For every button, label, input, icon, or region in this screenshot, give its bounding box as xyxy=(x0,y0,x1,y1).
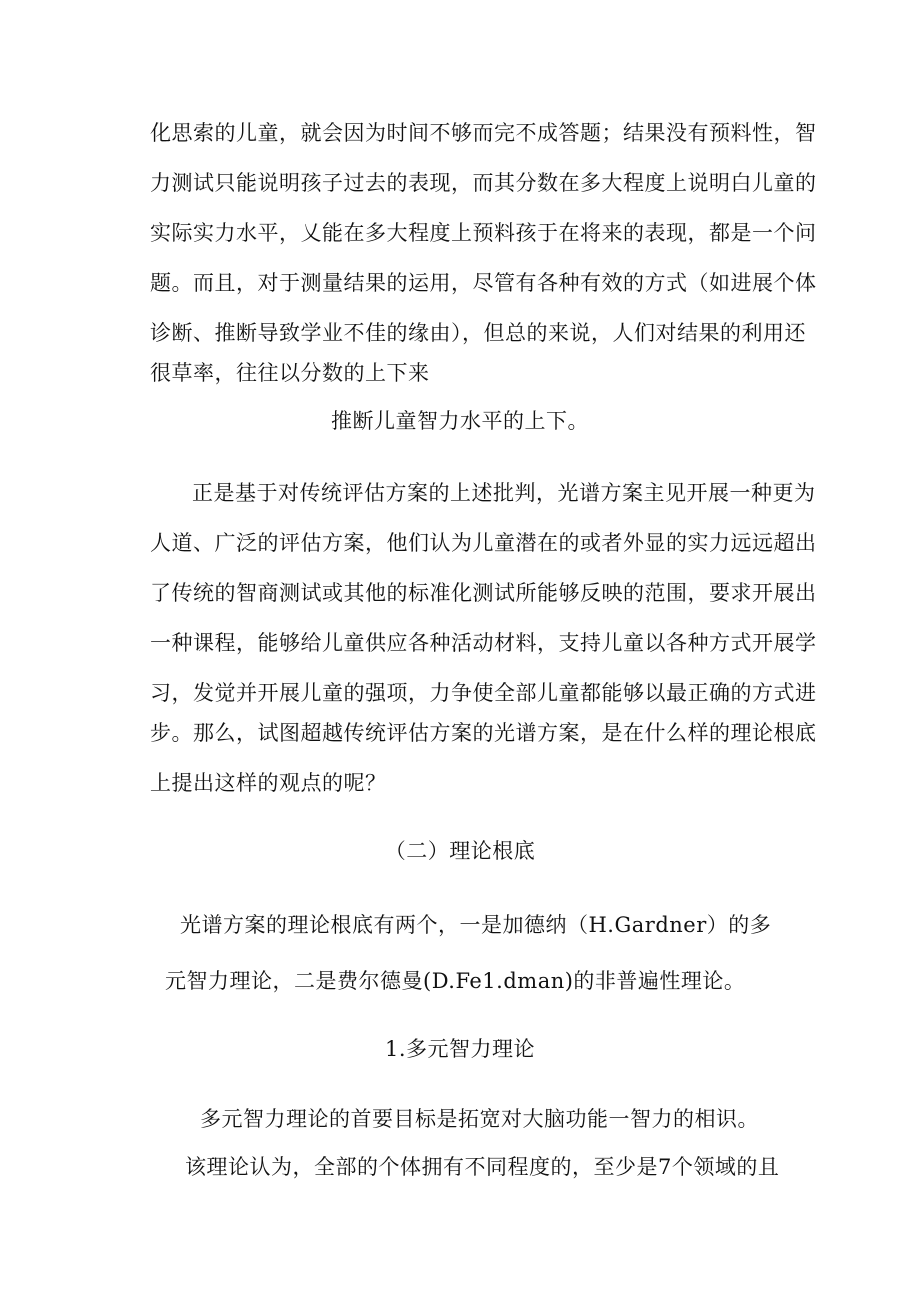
paragraph-4-line-2: 该理论认为，全部的个体拥有不同程度的，至少是7个领域的且 xyxy=(185,1155,780,1179)
paragraph-2-line-7: 上提出这样的观点的呢？ xyxy=(150,771,387,795)
paragraph-4-line-1: 多元智力理论的首要目标是拓宽对大脑功能一智力的相识。 xyxy=(200,1107,759,1131)
paragraph-3-line-2: 元智力理论，二是费尔德曼(D.Fe1.dman)的非普遍性理论。 xyxy=(165,969,746,993)
paragraph-1-continuation: 推断儿童智力水平的上下。 xyxy=(331,409,589,433)
paragraph-2-line-6: 步。那么，试图超越传统评估方案的光谱方案，是在什么样的理论根底 xyxy=(150,721,817,745)
paragraph-3-line-1: 光谱方案的理论根底有两个，一是加德纳（H.Gardner）的多 xyxy=(180,913,772,937)
paragraph-2-line-2: 人道、广泛的评估方案，他们认为儿童潜在的或者外显的实力远远超出 xyxy=(150,531,817,555)
paragraph-1-line-5: 诊断、推断导致学业不佳的缘由），但总的来说，人们对结果的利用还 xyxy=(150,321,806,345)
section-heading-theory: （二）理论根底 xyxy=(384,839,536,863)
paragraph-2-line-5: 习，发觉并开展儿童的强项，力争使全部儿童都能够以最正确的方式进 xyxy=(150,681,817,705)
paragraph-1-line-4: 题。而且，对于测量结果的运用，尽管有各种有效的方式（如进展个体 xyxy=(150,271,817,295)
paragraph-1-line-2: 力测试只能说明孩子过去的表现，而其分数在多大程度上说明白儿童的 xyxy=(150,171,817,195)
paragraph-1-line-3: 实际实力水平，乂能在多大程度上预料孩于在将来的表现，都是一个问 xyxy=(150,221,817,245)
paragraph-1-line-1: 化思索的儿童，就会因为时间不够而完不成答题；结果没有预料性，智 xyxy=(150,121,817,145)
paragraph-2-line-3: 了传统的智商测试或其他的标准化测试所能够反映的范围，要求开展出 xyxy=(150,581,817,605)
section-heading-multiple-intelligences: 1.多元智力理论 xyxy=(384,1037,536,1061)
paragraph-1-line-6: 很草率，往往以分数的上下来 xyxy=(150,361,430,385)
paragraph-2-line-4: 一种课程，能够给儿童供应各种活动材料，支持儿童以各种方式开展学 xyxy=(150,631,817,655)
paragraph-2-line-1: 正是基于对传统评估方案的上述批判，光谱方案主见开展一种更为 xyxy=(192,481,816,505)
